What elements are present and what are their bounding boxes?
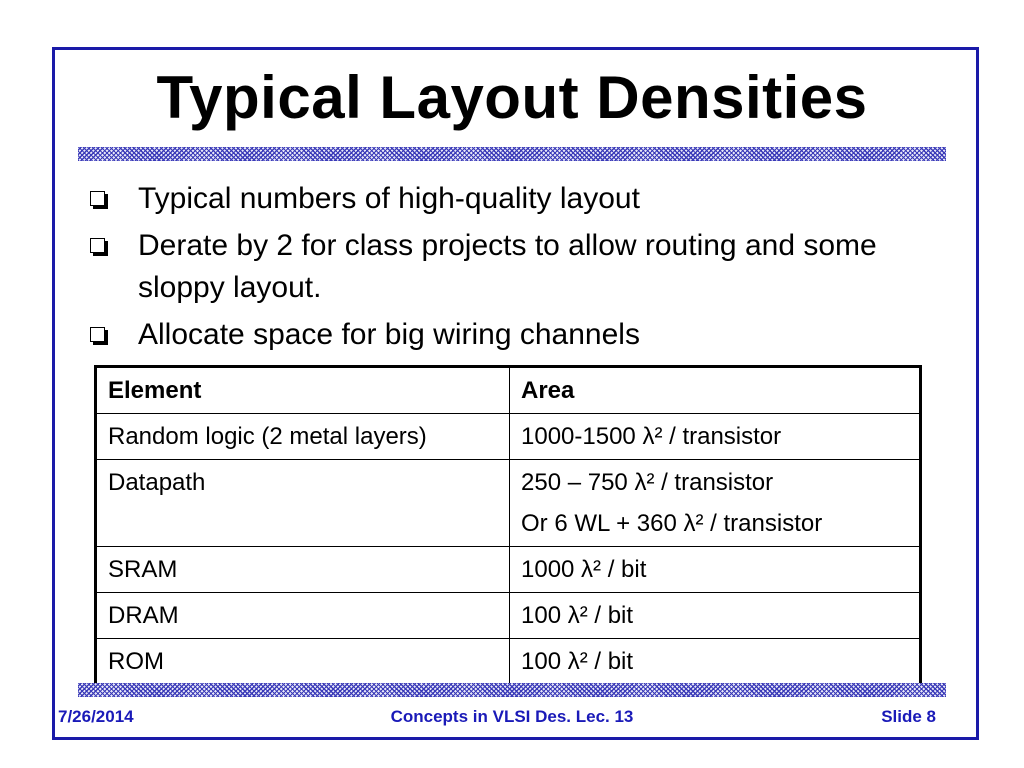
bullet-item — [88, 225, 918, 309]
cell-area-line: 100 λ² / bit — [521, 648, 634, 675]
slide-title: Typical Layout Densities — [156, 64, 868, 131]
density-table — [94, 365, 922, 687]
cell-element: SRAM — [96, 547, 510, 593]
table-row — [96, 547, 921, 593]
bullet-list — [88, 178, 918, 361]
cell-element: DRAM — [96, 593, 510, 639]
bottom-pattern-bar — [78, 683, 946, 697]
cell-element: Datapath — [96, 460, 510, 547]
bullet-text: Allocate space for big wiring channels — [138, 318, 640, 351]
bullet-text: Typical numbers of high-quality layout — [138, 182, 640, 215]
cell-area — [510, 460, 921, 547]
table-row — [96, 414, 921, 460]
checkbox-bullet-icon — [90, 191, 105, 206]
bullet-text: Derate by 2 for class projects to allow routing and some sloppy layout. — [138, 229, 877, 304]
table-header-row — [96, 367, 921, 414]
checkbox-bullet-icon — [90, 238, 105, 253]
cell-area — [510, 639, 921, 686]
header-element: Element — [96, 367, 510, 414]
cell-area-line: 250 – 750 λ² / transistor — [521, 469, 774, 496]
cell-area-line: 1000-1500 λ² / transistor — [521, 423, 782, 450]
footer-course: Concepts in VLSI Des. Lec. 13 — [390, 707, 634, 726]
table-row — [96, 639, 921, 686]
top-pattern-bar — [78, 147, 946, 161]
cell-area-line: 100 λ² / bit — [521, 602, 634, 629]
header-area: Area — [510, 367, 921, 414]
bullet-item — [88, 314, 918, 356]
cell-area — [510, 547, 921, 593]
footer-date: 7/26/2014 — [58, 707, 134, 726]
checkbox-bullet-icon — [90, 327, 105, 342]
table-row — [96, 460, 921, 547]
cell-area — [510, 593, 921, 639]
cell-area-line: Or 6 WL + 360 λ² / transistor — [521, 510, 823, 537]
cell-area — [510, 414, 921, 460]
cell-element: ROM — [96, 639, 510, 686]
table-row — [96, 593, 921, 639]
cell-element: Random logic (2 metal layers) — [96, 414, 510, 460]
cell-area-line: 1000 λ² / bit — [521, 556, 647, 583]
bullet-item — [88, 178, 918, 220]
footer-slide-number: Slide 8 — [881, 707, 936, 726]
